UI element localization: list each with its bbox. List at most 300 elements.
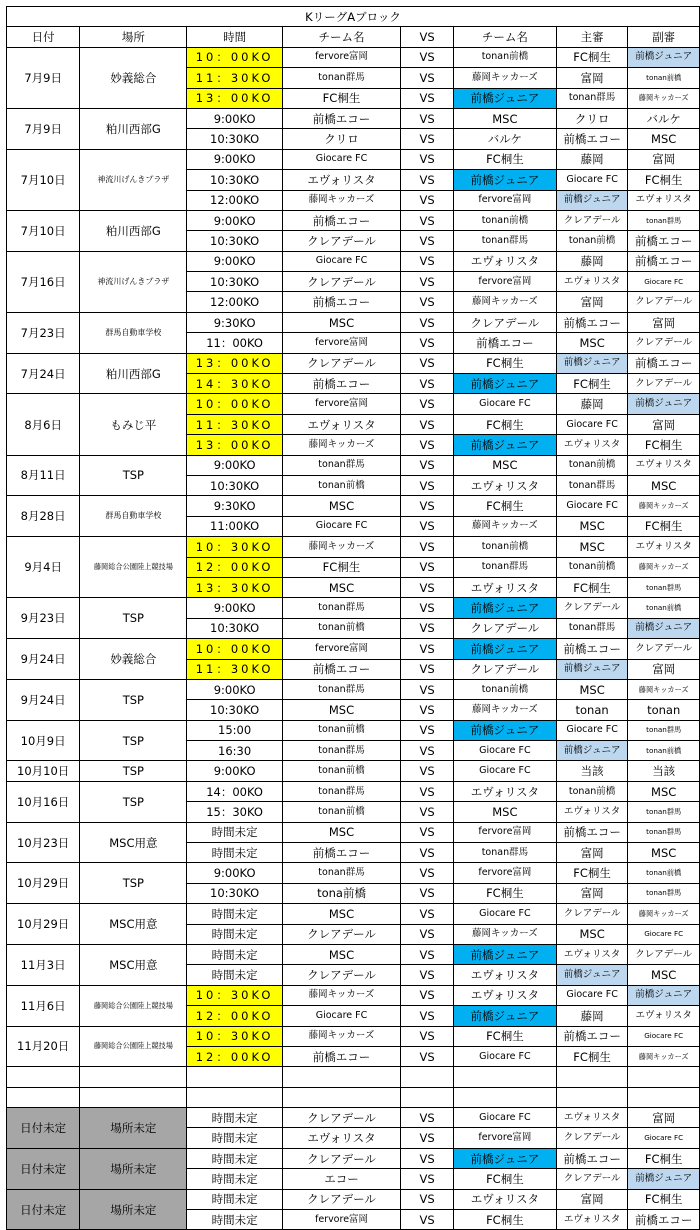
match-time: 14：30KO — [187, 374, 282, 394]
away-team: 前橋ジュニア — [453, 720, 556, 740]
away-team: FC桐生 — [453, 1210, 556, 1230]
home-team: クレアデール — [282, 1189, 400, 1209]
referee: エヴォリスタ — [556, 944, 628, 964]
match-venue: TSP — [80, 455, 187, 496]
match-date: 10月23日 — [7, 822, 80, 863]
vs-label: VS — [401, 741, 454, 761]
away-team: FC桐生 — [453, 353, 556, 373]
referee: 当該 — [556, 761, 628, 781]
match-row — [7, 720, 700, 740]
match-time: 時間未定 — [187, 822, 282, 842]
match-venue: 藤岡総合公園陸上競技場 — [80, 985, 187, 1026]
match-venue: TSP — [80, 598, 187, 639]
vs-label: VS — [401, 843, 454, 863]
assistant-referee: tonan群馬 — [628, 720, 700, 740]
referee: tonan群馬 — [556, 88, 628, 108]
referee: MSC — [556, 333, 628, 353]
match-time: 9:30KO — [187, 496, 282, 516]
match-time: 10:30KO — [187, 272, 282, 292]
match-venue: 粕川西部G — [80, 210, 187, 251]
referee: エヴォリスタ — [556, 435, 628, 455]
away-team: エヴォリスタ — [453, 251, 556, 271]
vs-label: VS — [401, 190, 454, 210]
home-team: MSC — [282, 944, 400, 964]
blank-cell — [282, 1067, 400, 1087]
referee: FC桐生 — [556, 577, 628, 597]
match-row — [7, 944, 700, 964]
vs-label: VS — [401, 1169, 454, 1189]
match-row — [7, 761, 700, 781]
match-time: 12：00KO — [187, 557, 282, 577]
home-team: 前橋エコー — [282, 210, 400, 230]
away-team: FC桐生 — [453, 414, 556, 434]
assistant-referee: クレアデール — [628, 944, 700, 964]
referee: Giocare FC — [556, 985, 628, 1005]
away-team: 藤岡キッカーズ — [453, 516, 556, 536]
home-team: エヴォリスタ — [282, 1128, 400, 1148]
away-team: tonan群馬 — [453, 557, 556, 577]
vs-label: VS — [401, 577, 454, 597]
home-team: tonan群馬 — [282, 741, 400, 761]
referee: 前橋エコー — [556, 129, 628, 149]
vs-label: VS — [401, 965, 454, 985]
home-team: クレアデール — [282, 353, 400, 373]
home-team: 藤岡キッカーズ — [282, 190, 400, 210]
referee: 藤岡 — [556, 149, 628, 169]
home-team: MSC — [282, 312, 400, 332]
assistant-referee: エヴォリスタ — [628, 455, 700, 475]
assistant-referee: 藤岡キッカーズ — [628, 88, 700, 108]
assistant-referee: MSC — [628, 129, 700, 149]
match-time: 9:00KO — [187, 108, 282, 128]
home-team: MSC — [282, 577, 400, 597]
blank-cell — [453, 1087, 556, 1107]
match-time: 時間未定 — [187, 965, 282, 985]
referee: MSC — [556, 537, 628, 557]
match-date: 11月3日 — [7, 944, 80, 985]
away-team: FC桐生 — [453, 1026, 556, 1046]
blank-cell — [453, 1067, 556, 1087]
home-team: tonan前橋 — [282, 720, 400, 740]
referee: 前橋エコー — [556, 1148, 628, 1168]
assistant-referee: クレアデール — [628, 374, 700, 394]
home-team: クレアデール — [282, 1148, 400, 1168]
away-team: FC桐生 — [453, 883, 556, 903]
vs-label: VS — [401, 944, 454, 964]
home-team: fervore富岡 — [282, 1210, 400, 1230]
match-time: 9:00KO — [187, 863, 282, 883]
match-row — [7, 985, 700, 1005]
home-team: 前橋エコー — [282, 843, 400, 863]
away-team: tonan前橋 — [453, 47, 556, 67]
match-date: 日付未定 — [7, 1108, 80, 1149]
vs-label: VS — [401, 333, 454, 353]
vs-label: VS — [401, 720, 454, 740]
match-time: 10：30KO — [187, 985, 282, 1005]
assistant-referee: tonan前橋 — [628, 68, 700, 88]
away-team: Giocare FC — [453, 741, 556, 761]
away-team: tonan群馬 — [453, 843, 556, 863]
away-team: バルケ — [453, 129, 556, 149]
match-time: 9:00KO — [187, 679, 282, 699]
blank-row — [7, 1067, 700, 1087]
match-venue: MSC用意 — [80, 904, 187, 945]
match-venue: 藤岡総合公園陸上競技場 — [80, 537, 187, 598]
home-team: 前橋エコー — [282, 292, 400, 312]
home-team: fervore富岡 — [282, 333, 400, 353]
match-time: 時間未定 — [187, 1108, 282, 1128]
referee: FC桐生 — [556, 374, 628, 394]
match-venue: 藤岡総合公園陸上競技場 — [80, 1026, 187, 1067]
match-time: 10：30KO — [187, 1026, 282, 1046]
referee: FC桐生 — [556, 47, 628, 67]
away-team: クレアデール — [453, 312, 556, 332]
match-time: 10：00KO — [187, 639, 282, 659]
referee: Giocare FC — [556, 496, 628, 516]
match-row — [7, 781, 700, 801]
match-date: 10月29日 — [7, 863, 80, 904]
home-team: エヴォリスタ — [282, 414, 400, 434]
match-row — [7, 149, 700, 169]
referee: 藤岡 — [556, 1006, 628, 1026]
assistant-referee: 当該 — [628, 761, 700, 781]
referee: 富岡 — [556, 68, 628, 88]
match-time: 10:30KO — [187, 883, 282, 903]
vs-label: VS — [401, 231, 454, 251]
match-time: 13：00KO — [187, 353, 282, 373]
blank-cell — [628, 1087, 700, 1107]
match-row — [7, 455, 700, 475]
header-home-team: チーム名 — [282, 27, 400, 47]
match-time: 13：30KO — [187, 577, 282, 597]
match-row — [7, 679, 700, 699]
match-date: 9月4日 — [7, 537, 80, 598]
match-time: 12:00KO — [187, 190, 282, 210]
home-team: 前橋エコー — [282, 659, 400, 679]
match-date: 7月24日 — [7, 353, 80, 394]
assistant-referee: tonan群馬 — [628, 210, 700, 230]
assistant-referee: tonan前橋 — [628, 598, 700, 618]
match-date: 7月10日 — [7, 210, 80, 251]
referee: クレアデール — [556, 904, 628, 924]
match-date: 10月29日 — [7, 904, 80, 945]
home-team: Giocare FC — [282, 251, 400, 271]
vs-label: VS — [401, 129, 454, 149]
match-time: 11：30KO — [187, 414, 282, 434]
referee: 前橋ジュニア — [556, 965, 628, 985]
match-row — [7, 312, 700, 332]
away-team: fervore富岡 — [453, 1128, 556, 1148]
match-time: 10:30KO — [187, 475, 282, 495]
away-team: 前橋ジュニア — [453, 1006, 556, 1026]
match-time: 時間未定 — [187, 843, 282, 863]
match-time: 13：00KO — [187, 435, 282, 455]
assistant-referee: 藤岡キッカーズ — [628, 679, 700, 699]
match-date: 7月9日 — [7, 47, 80, 108]
assistant-referee: クレアデール — [628, 292, 700, 312]
referee: 前橋エコー — [556, 822, 628, 842]
match-row — [7, 353, 700, 373]
away-team: fervore富岡 — [453, 863, 556, 883]
home-team: tonan群馬 — [282, 781, 400, 801]
match-date: 10月9日 — [7, 720, 80, 761]
assistant-referee: Giocare FC — [628, 272, 700, 292]
blank-cell — [628, 1067, 700, 1087]
away-team: tonan前橋 — [453, 537, 556, 557]
home-team: 藤岡キッカーズ — [282, 537, 400, 557]
match-venue: 粕川西部G — [80, 108, 187, 149]
away-team: MSC — [453, 802, 556, 822]
away-team: 前橋ジュニア — [453, 639, 556, 659]
blank-row — [7, 1087, 700, 1107]
vs-label: VS — [401, 1189, 454, 1209]
match-date: 7月16日 — [7, 251, 80, 312]
vs-label: VS — [401, 170, 454, 190]
vs-label: VS — [401, 761, 454, 781]
assistant-referee: 富岡 — [628, 659, 700, 679]
referee: 富岡 — [556, 1189, 628, 1209]
home-team: 前橋エコー — [282, 1046, 400, 1066]
match-row — [7, 210, 700, 230]
assistant-referee: tonan — [628, 700, 700, 720]
away-team: クレアデール — [453, 618, 556, 638]
home-team: Giocare FC — [282, 149, 400, 169]
match-venue: TSP — [80, 761, 187, 781]
away-team: 前橋ジュニア — [453, 598, 556, 618]
assistant-referee: FC桐生 — [628, 1148, 700, 1168]
home-team: MSC — [282, 700, 400, 720]
match-time: 10:30KO — [187, 129, 282, 149]
vs-label: VS — [401, 904, 454, 924]
home-team: fervore富岡 — [282, 394, 400, 414]
home-team: MSC — [282, 496, 400, 516]
header-time: 時間 — [187, 27, 282, 47]
away-team: MSC — [453, 455, 556, 475]
home-team: tonan群馬 — [282, 679, 400, 699]
match-time: 10：00KO — [187, 47, 282, 67]
match-venue: MSC用意 — [80, 944, 187, 985]
vs-label: VS — [401, 679, 454, 699]
away-team: 前橋ジュニア — [453, 1148, 556, 1168]
away-team: 前橋ジュニア — [453, 944, 556, 964]
away-team: エヴォリスタ — [453, 781, 556, 801]
assistant-referee: 藤岡キッカーズ — [628, 904, 700, 924]
away-team: 藤岡キッカーズ — [453, 700, 556, 720]
assistant-referee: 富岡 — [628, 1108, 700, 1128]
vs-label: VS — [401, 1210, 454, 1230]
referee: エヴォリスタ — [556, 802, 628, 822]
referee: 前橋ジュニア — [556, 353, 628, 373]
home-team: 前橋エコー — [282, 108, 400, 128]
away-team: 藤岡キッカーズ — [453, 68, 556, 88]
vs-label: VS — [401, 88, 454, 108]
assistant-referee: 前橋エコー — [628, 353, 700, 373]
referee: tonan前橋 — [556, 231, 628, 251]
match-time: 12:00KO — [187, 292, 282, 312]
title-row — [7, 7, 700, 27]
match-venue: TSP — [80, 720, 187, 761]
away-team: MSC — [453, 108, 556, 128]
vs-label: VS — [401, 47, 454, 67]
match-time: 時間未定 — [187, 1189, 282, 1209]
vs-label: VS — [401, 863, 454, 883]
away-team: Giocare FC — [453, 394, 556, 414]
referee: tonan群馬 — [556, 475, 628, 495]
away-team: tonan前橋 — [453, 210, 556, 230]
match-row — [7, 863, 700, 883]
assistant-referee: 前橋エコー — [628, 251, 700, 271]
vs-label: VS — [401, 1128, 454, 1148]
match-time: 10:30KO — [187, 231, 282, 251]
match-time: 時間未定 — [187, 1210, 282, 1230]
vs-label: VS — [401, 210, 454, 230]
assistant-referee: tonan前橋 — [628, 741, 700, 761]
match-time: 12：00KO — [187, 1046, 282, 1066]
match-time: 9:00KO — [187, 149, 282, 169]
match-row — [7, 1148, 700, 1168]
home-team: MSC — [282, 904, 400, 924]
referee: クレアデール — [556, 1128, 628, 1148]
home-team: クレアデール — [282, 1108, 400, 1128]
referee: 前橋エコー — [556, 639, 628, 659]
home-team: tonan前橋 — [282, 761, 400, 781]
match-date: 10月10日 — [7, 761, 80, 781]
vs-label: VS — [401, 1108, 454, 1128]
away-team: エヴォリスタ — [453, 985, 556, 1005]
away-team: 前橋エコー — [453, 333, 556, 353]
referee: エヴォリスタ — [556, 272, 628, 292]
referee: FC桐生 — [556, 1046, 628, 1066]
home-team: クリロ — [282, 129, 400, 149]
referee: エヴォリスタ — [556, 1108, 628, 1128]
assistant-referee: 前橋ジュニア — [628, 985, 700, 1005]
vs-label: VS — [401, 639, 454, 659]
home-team: tona前橋 — [282, 883, 400, 903]
blank-cell — [556, 1067, 628, 1087]
referee: 富岡 — [556, 883, 628, 903]
match-venue: 場所未定 — [80, 1189, 187, 1230]
vs-label: VS — [401, 108, 454, 128]
match-venue: 場所未定 — [80, 1108, 187, 1149]
match-time: 9:30KO — [187, 312, 282, 332]
match-date: 8月6日 — [7, 394, 80, 455]
referee: MSC — [556, 679, 628, 699]
match-time: 11：00KO — [187, 333, 282, 353]
match-date: 日付未定 — [7, 1148, 80, 1189]
match-time: 時間未定 — [187, 1169, 282, 1189]
match-row — [7, 47, 700, 67]
blank-cell — [187, 1067, 282, 1087]
vs-label: VS — [401, 516, 454, 536]
sheet-title: KリーグAブロック — [7, 7, 700, 27]
assistant-referee: Giocare FC — [628, 1026, 700, 1046]
match-row — [7, 496, 700, 516]
home-team: FC桐生 — [282, 88, 400, 108]
assistant-referee: クレアデール — [628, 639, 700, 659]
assistant-referee: FC桐生 — [628, 435, 700, 455]
assistant-referee: tonan群馬 — [628, 802, 700, 822]
match-venue: TSP — [80, 679, 187, 720]
match-time: 10:30KO — [187, 700, 282, 720]
away-team: Giocare FC — [453, 904, 556, 924]
match-time: 15：30KO — [187, 802, 282, 822]
home-team: tonan群馬 — [282, 455, 400, 475]
match-time: 16:30 — [187, 741, 282, 761]
match-venue: 群馬自動車学校 — [80, 312, 187, 353]
match-time: 10：00KO — [187, 394, 282, 414]
match-date: 9月24日 — [7, 639, 80, 680]
match-time: 9:00KO — [187, 251, 282, 271]
home-team: クレアデール — [282, 924, 400, 944]
referee: 前橋ジュニア — [556, 659, 628, 679]
away-team: Giocare FC — [453, 1046, 556, 1066]
match-date: 8月28日 — [7, 496, 80, 537]
match-date: 7月10日 — [7, 149, 80, 210]
vs-label: VS — [401, 781, 454, 801]
referee: 前橋エコー — [556, 1026, 628, 1046]
referee: MSC — [556, 924, 628, 944]
match-row — [7, 904, 700, 924]
header-assistant-referee: 副審 — [628, 27, 700, 47]
referee: tonan群馬 — [556, 618, 628, 638]
match-time: 12：00KO — [187, 1006, 282, 1026]
assistant-referee: MSC — [628, 475, 700, 495]
match-row — [7, 598, 700, 618]
home-team: クレアデール — [282, 965, 400, 985]
vs-label: VS — [401, 537, 454, 557]
vs-label: VS — [401, 924, 454, 944]
assistant-referee: Giocare FC — [628, 1128, 700, 1148]
assistant-referee: MSC — [628, 781, 700, 801]
match-row — [7, 822, 700, 842]
referee: 前橋エコー — [556, 312, 628, 332]
away-team: FC桐生 — [453, 149, 556, 169]
match-venue: 神流川げんきプラザ — [80, 251, 187, 312]
away-team: fervore富岡 — [453, 190, 556, 210]
assistant-referee: 前橋ジュニア — [628, 394, 700, 414]
match-time: 11：30KO — [187, 68, 282, 88]
vs-label: VS — [401, 802, 454, 822]
match-row — [7, 394, 700, 414]
header-row — [7, 27, 700, 47]
referee: tonan前橋 — [556, 455, 628, 475]
referee: tonan — [556, 700, 628, 720]
assistant-referee: FC桐生 — [628, 516, 700, 536]
away-team: fervore富岡 — [453, 822, 556, 842]
match-time: 14：00KO — [187, 781, 282, 801]
vs-label: VS — [401, 1026, 454, 1046]
vs-label: VS — [401, 985, 454, 1005]
blank-cell — [187, 1087, 282, 1107]
referee: 前橋ジュニア — [556, 741, 628, 761]
assistant-referee: tonan群馬 — [628, 883, 700, 903]
match-row — [7, 1026, 700, 1046]
home-team: クレアデール — [282, 272, 400, 292]
vs-label: VS — [401, 659, 454, 679]
vs-label: VS — [401, 496, 454, 516]
away-team: クレアデール — [453, 659, 556, 679]
match-venue: MSC用意 — [80, 822, 187, 863]
referee: 富岡 — [556, 843, 628, 863]
match-venue: 粕川西部G — [80, 353, 187, 394]
match-venue: もみじ平 — [80, 394, 187, 455]
assistant-referee: 富岡 — [628, 312, 700, 332]
vs-label: VS — [401, 394, 454, 414]
schedule-body — [7, 7, 700, 1230]
assistant-referee: 前橋エコー — [628, 1210, 700, 1230]
referee: クレアデール — [556, 598, 628, 618]
assistant-referee: エヴォリスタ — [628, 1006, 700, 1026]
